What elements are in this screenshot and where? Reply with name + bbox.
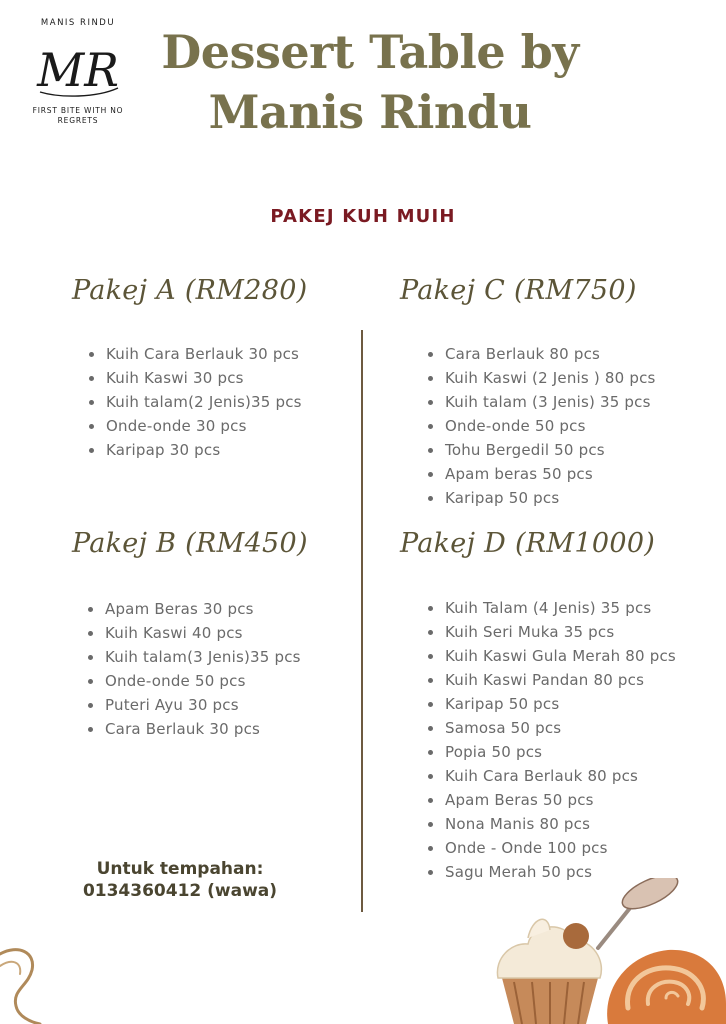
bullet-icon: [428, 726, 433, 731]
package-b-list: [87, 597, 308, 741]
package-d-heading: Pakej D (RM1000): [400, 528, 656, 559]
list-item: Samosa 50 pcs: [427, 716, 676, 740]
bullet-icon: [428, 400, 433, 405]
column-divider: [361, 330, 363, 912]
list-item: Kuih Kaswi (2 Jenis ) 80 pcs: [427, 366, 656, 390]
list-item: Onde-onde 50 pcs: [427, 414, 656, 438]
list-item: Karipap 30 pcs: [88, 438, 308, 462]
page-title: [140, 22, 600, 142]
list-item: Cara Berlauk 80 pcs: [427, 342, 656, 366]
bullet-icon: [428, 822, 433, 827]
package-c-heading: Pakej C (RM750): [400, 275, 637, 306]
bullet-icon: [89, 400, 94, 405]
package-d: [400, 528, 676, 884]
bullet-icon: [428, 472, 433, 477]
brand-logo: [18, 14, 138, 159]
list-item: Onde-onde 30 pcs: [88, 414, 308, 438]
bullet-icon: [428, 798, 433, 803]
title-line-1: Dessert Table by: [161, 25, 579, 79]
bullet-icon: [428, 424, 433, 429]
list-item: Karipap 50 pcs: [427, 486, 656, 510]
bullet-icon: [428, 654, 433, 659]
list-item: Kuih talam(3 Jenis)35 pcs: [87, 645, 308, 669]
list-item: Kuih Talam (4 Jenis) 35 pcs: [427, 596, 676, 620]
list-item: Kuih Seri Muka 35 pcs: [427, 620, 676, 644]
logo-brand-name: MANIS RINDU: [40, 18, 116, 28]
monogram-text: MR: [37, 43, 119, 97]
list-item: Kuih talam (3 Jenis) 35 pcs: [427, 390, 656, 414]
package-b: [72, 528, 308, 741]
list-item: Karipap 50 pcs: [427, 692, 676, 716]
package-a-list: [88, 342, 308, 462]
list-item: Puteri Ayu 30 pcs: [87, 693, 308, 717]
logo-tagline: FIRST BITE WITH NO REGRETS: [32, 106, 124, 125]
list-item: Onde-onde 50 pcs: [87, 669, 308, 693]
contact-label: Untuk tempahan:: [96, 859, 264, 879]
package-c: [400, 275, 656, 510]
bullet-icon: [428, 678, 433, 683]
bullet-icon: [89, 424, 94, 429]
section-subtitle: PAKEJ KUH MUIH: [270, 206, 456, 227]
list-item: Cara Berlauk 30 pcs: [87, 717, 308, 741]
list-item: Kuih Kaswi Gula Merah 80 pcs: [427, 644, 676, 668]
bullet-icon: [89, 352, 94, 357]
list-item: Apam Beras 50 pcs: [427, 788, 676, 812]
bullet-icon: [88, 631, 93, 636]
package-d-list: [427, 596, 676, 884]
list-item: Kuih Kaswi 30 pcs: [88, 366, 308, 390]
bullet-icon: [88, 679, 93, 684]
bullet-icon: [88, 607, 93, 612]
package-b-heading: Pakej B (RM450): [72, 528, 308, 559]
list-item: Apam beras 50 pcs: [427, 462, 656, 486]
bullet-icon: [428, 606, 433, 611]
bullet-icon: [89, 376, 94, 381]
package-a-heading: Pakej A (RM280): [72, 275, 308, 306]
bullet-icon: [428, 376, 433, 381]
list-item: Nona Manis 80 pcs: [427, 812, 676, 836]
list-item: Popia 50 pcs: [427, 740, 676, 764]
contact-phone: 0134360412 (wawa): [82, 881, 278, 901]
bullet-icon: [428, 630, 433, 635]
list-item: Kuih Cara Berlauk 30 pcs: [88, 342, 308, 366]
bullet-icon: [428, 870, 433, 875]
package-c-list: [427, 342, 656, 510]
bullet-icon: [428, 750, 433, 755]
list-item: Tohu Bergedil 50 pcs: [427, 438, 656, 462]
bullet-icon: [428, 846, 433, 851]
list-item: Kuih Cara Berlauk 80 pcs: [427, 764, 676, 788]
bullet-icon: [428, 702, 433, 707]
pastry-illustration-icon: [488, 878, 726, 1024]
list-item: Kuih Kaswi Pandan 80 pcs: [427, 668, 676, 692]
bullet-icon: [428, 496, 433, 501]
list-item: Kuih talam(2 Jenis)35 pcs: [88, 390, 308, 414]
list-item: Apam Beras 30 pcs: [87, 597, 308, 621]
bullet-icon: [89, 448, 94, 453]
swirl-decoration-icon: [0, 940, 60, 1024]
title-line-2: Manis Rindu: [208, 85, 532, 139]
bullet-icon: [88, 703, 93, 708]
bullet-icon: [88, 727, 93, 732]
list-item: Sagu Merah 50 pcs: [427, 860, 676, 884]
list-item: Onde - Onde 100 pcs: [427, 836, 676, 860]
bullet-icon: [428, 448, 433, 453]
bullet-icon: [428, 352, 433, 357]
list-item: Kuih Kaswi 40 pcs: [87, 621, 308, 645]
contact-info: [80, 858, 280, 902]
bullet-icon: [88, 655, 93, 660]
monogram-mark: [30, 34, 126, 100]
bullet-icon: [428, 774, 433, 779]
package-a: [72, 275, 308, 462]
